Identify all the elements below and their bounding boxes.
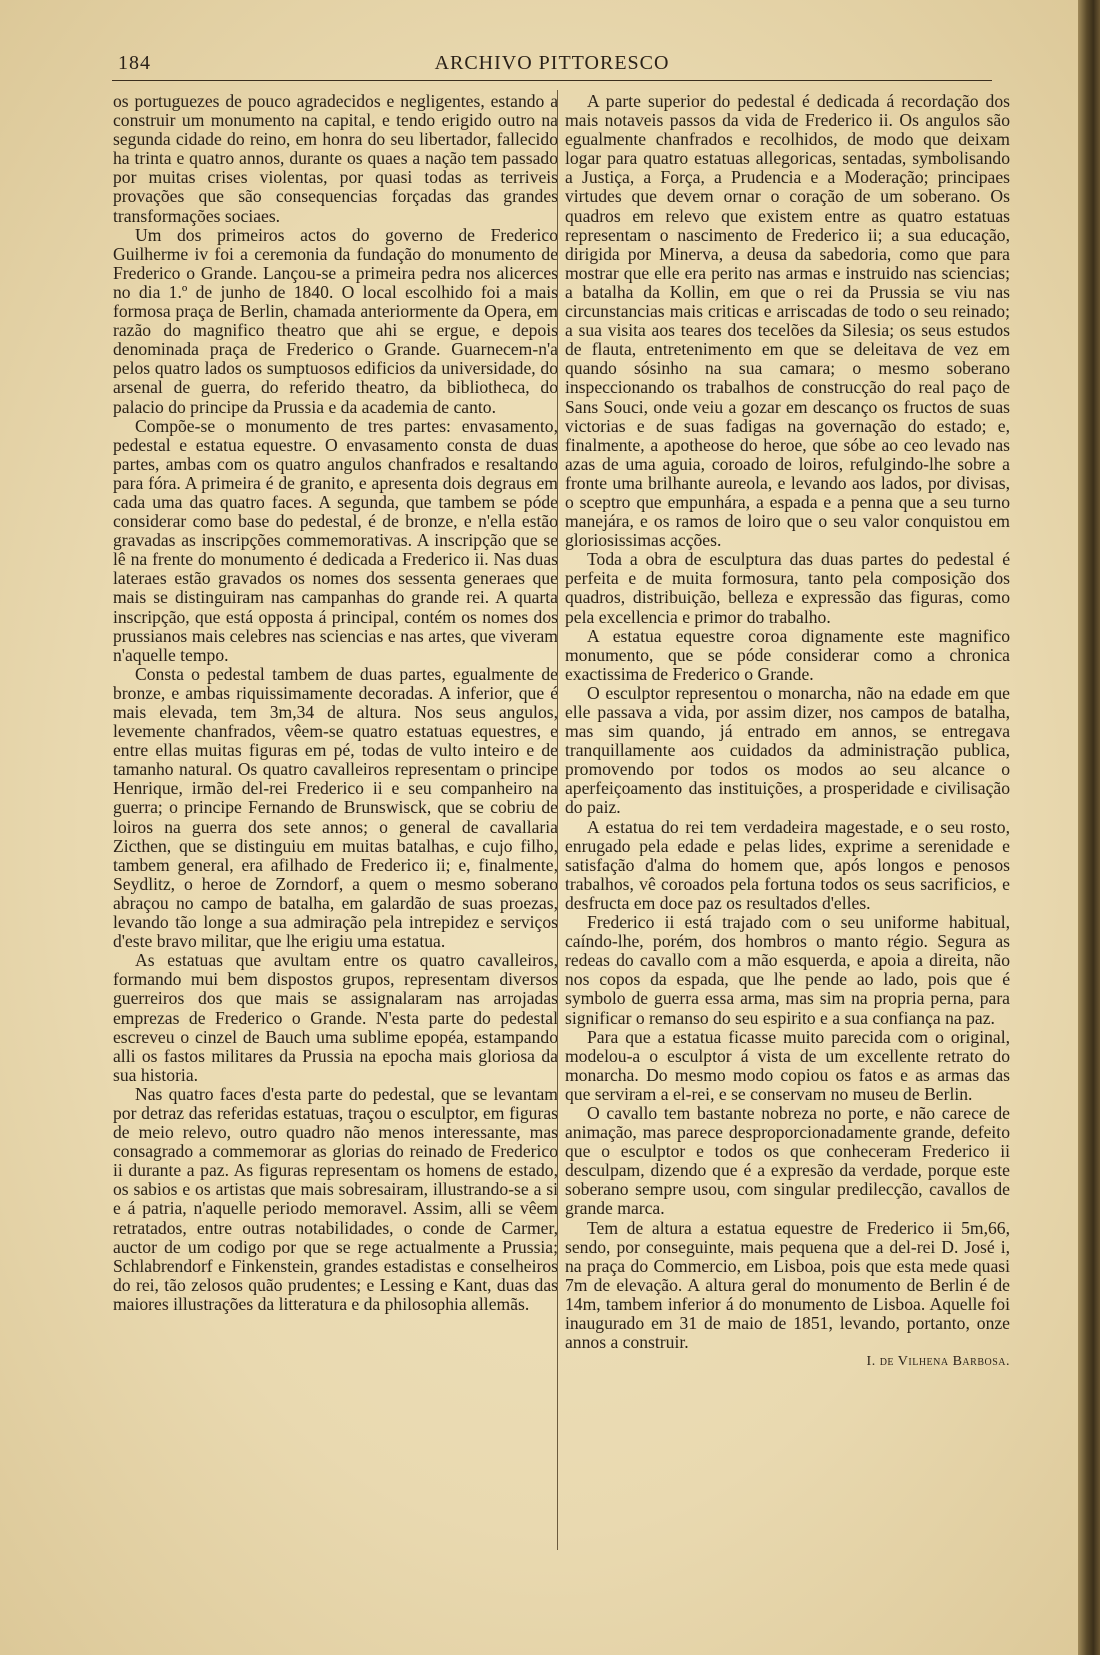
paragraph: Um dos primeiros actos do governo de Frederico Guilherme iv foi a ceremonia da fundação do monumento de Frederico o Grande. Lançou-se a primeira pedra nos alicerces no dia 1.º de junho de 1840. O local escolhido foi a mais formosa praça de Berlin, chamada anteriormente da Opera, em razão do magnifico theatro que ahi se ergue, e depois denominada praça de Frederico o Grande. Guarnecem-n'a pelos quatro lados os sumptuosos edificios da universidade, do arsenal de guerra, do referido theatro, da bibliotheca, do palacio do principe da Prussia e da academia de canto.	[113, 224, 558, 417]
paragraph: os portuguezes de pouco agradecidos e negligentes, estando a construir um monumento na capital, e tendo erigido outro na segunda cidade do reino, em honra do seu libertador, fallecido ha trinta e quatro annos, durante os quaes a nação tem passado por muitas crises violentas, por quasi todas as terriveis provações que são consequencias forçadas das grandes transformações sociaes.	[113, 91, 558, 226]
header-rule	[112, 80, 992, 81]
paragraph: O cavallo tem bastante nobreza no porte, e não carece de animação, mas parece desproporcionadamente grande, defeito que o esculptor e todos os que conheceram Frederico ii desculpam, dizendo que é a expresão da verdade, porque este soberano sempre usou, com singular predilecção, cavallos de grande marca.	[565, 1102, 1010, 1219]
paragraph: A parte superior do pedestal é dedicada á recordação dos mais notaveis passos da vida de Frederico ii. Os angulos são egualmente chanfrados e recolhidos, de modo que deixam logar para quatro estatuas allegoricas, sentadas, symbolisando a Justiça, a Força, a Prudencia e a Moderação; principaes virtudes que devem ornar o coração de um soberano. Os quadros em relevo que existem entre as quatro estatuas representam o nascimento de Frederico ii; a sua educação, dirigida por Minerva, a deusa da sabedoria, como que para mostrar que elle era perito nas armas e instruido nas sciencias; a batalha da Kollin, em que o rei da Prussia se viu nas circunstancias mais criticas e arriscadas de todo o seu reinado; a sua visita aos teares dos tecelões da Silesia; os seus estudos de flauta, entretenimento em que se deleitava de vez em quando sósinho na sua camara; o mesmo soberano inspeccionando os trabalhos de construcção do real paço de Sans Souci, onde veiu a gozar em descanço os fructos de suas victorias e de suas fadigas na governação do estado; e, finalmente, a apotheose do heroe, que sóbe ao ceo levado nas azas de uma aguia, coroado de loiros, refulgindo-lhe sobre a fronte uma brilhante aureola, e levando aos lados, por divisas, o sceptro que empunhára, a espada e a penna que a seu turno manejára, e os ramos de loiro que o seu valor conquistou em gloriosissimas acções.	[565, 91, 1010, 551]
paragraph: Toda a obra de esculptura das duas partes do pedestal é perfeita e de muita formosura, tanto pela composição dos quadros, distribuição, belleza e expressão das figuras, como pela excellencia e primor do trabalho.	[565, 549, 1010, 627]
right-column	[565, 92, 1010, 1371]
book-binding-edge	[1078, 0, 1100, 1655]
paragraph: As estatuas que avultam entre os quatro cavalleiros, formando mui bem dispostos grupos, representam diversos guerreiros dos que mais se assignalaram nas arrojadas emprezas de Frederico o Grande. N'esta parte do pedestal escreveu o cinzel de Bauch uma sublime epopéa, estampando alli os fastos militares da Prussia na epocha mais gloriosa da sua historia.	[113, 950, 558, 1085]
paragraph: Consta o pedestal tambem de duas partes, egualmente de bronze, e ambas riquissimamente decoradas. A inferior, que é mais elevada, tem 3m,34 de altura. Nos seus angulos, levemente chanfrados, vêem-se quatro estatuas equestres, e entre ellas muitas figuras em pé, todas de vulto inteiro e de tamanho natural. Os quatro cavalleiros representam o principe Henrique, irmão del-rei Frederico ii e seu companheiro na guerra; o principe Fernando de Brunswisck, que se cobriu de loiros na guerra dos sete annos; o general de cavallaria Zicthen, que se distinguiu em muitas batalhas, e cujo filho, tambem general, era afilhado de Frederico ii; e, finalmente, Seydlitz, o heroe de Zorndorf, a quem o mesmo soberano abraçou no campo de batalha, em galardão de suas proezas, levando tão longe a sua admiração pela intrepidez e serviços d'este bravo militar, que lhe erigiu uma estatua.	[113, 663, 558, 952]
author-signature: I. de Vilhena Barbosa.	[866, 1354, 1010, 1370]
left-column	[113, 92, 558, 1314]
page-header	[112, 52, 992, 82]
paragraph: Compõe-se o monumento de tres partes: envasamento, pedestal e estatua equestre. O envasamento consta de duas partes, ambas com os quatro angulos chanfrados e resaltando para fóra. A primeira é de granito, e apresenta dois degraus em cada uma das quatro faces. A segunda, que tambem se póde considerar como base do pedestal, é de bronze, e n'ella estão gravadas as inscripções commemorativas. A inscripção que se lê na frente do monumento é dedicada a Frederico ii. Nas duas lateraes estão gravados os nomes dos sessenta generaes que mais se distinguiram nas campanhas do grande rei. A quarta inscripção, que está opposta á principal, contém os nomes dos prussianos mais celebres nas sciencias e nas artes, que viveram n'aquelle tempo.	[113, 415, 558, 665]
column-divider	[557, 90, 558, 1550]
paragraph: A estatua do rei tem verdadeira magestade, e o seu rosto, enrugado pela edade e pelas lides, exprime a serenidade e satisfação d'alma do homem que, após longos e penosos trabalhos, vê coroados pela fortuna todos os seus sacrificios, e desfructa em doce paz os resultados d'elles.	[565, 816, 1010, 913]
paragraph: Nas quatro faces d'esta parte do pedestal, que se levantam por detraz das referidas estatuas, traçou o esculptor, em figuras de meio relevo, outro quadro não menos interessante, mas consagrado a commemorar as glorias do reinado de Frederico ii durante a paz. As figuras representam os homens de estado, os sabios e os artistas que mais sobresairam, illustrando-se a si e á patria, n'aquelle periodo memoravel. Assim, alli se vêem retratados, entre outras notabilidades, o conde de Carmer, auctor de um codigo por que se rege actualmente a Prussia; Schlabrendorf e Finkenstein, grandes estadistas e conselheiros do rei, tão zelosos quão prudentes; e Lessing e Kant, duas das maiores illustrações da litteratura e da philosophia allemãs.	[113, 1083, 558, 1314]
paragraph: Tem de altura a estatua equestre de Frederico ii 5m,66, sendo, por conseguinte, mais pequena que a del-rei D. José i, na praça do Commercio, em Lisboa, pois que esta mede quasi 7m de elevação. A altura geral do monumento de Berlin é de 14m, tambem inferior á do monumento de Lisboa. Aquelle foi inaugurado em 31 de maio de 1851, levando, portanto, onze annos a construir.	[565, 1217, 1010, 1353]
paragraph: Para que a estatua ficasse muito parecida com o original, modelou-a o esculptor á vista de um excellente retrato do monarcha. Do mesmo modo copiou os fatos e as armas das que serviram a el-rei, e se conservam no museu de Berlin.	[565, 1026, 1010, 1104]
paragraph: Frederico ii está trajado com o seu uniforme habitual, caíndo-lhe, porém, dos hombros o manto régio. Segura as redeas do cavallo com a mão esquerda, e apoia a direita, não nos copos da espada, que lhe pende ao lado, pois que é symbolo de guerra essa arma, mas sim na propria perna, para significar o remanso do seu espirito e a sua confiança na paz.	[565, 912, 1010, 1028]
running-title: ARCHIVO PITTORESCO	[434, 52, 670, 74]
paragraph: A estatua equestre coroa dignamente este magnifico monumento, que se póde considerar como a chronica exactissima de Frederico o Grande.	[565, 625, 1010, 684]
paragraph: O esculptor representou o monarcha, não na edade em que elle passava a vida, por assim dizer, nos campos de batalha, mas sim quando, já entrado em annos, se entregava tranquillamente aos cuidados da administração publica, promovendo por todos os modos ao seu alcance o aperfeiçoamento das instituições, a prosperidade e civilisação do paiz.	[565, 682, 1010, 818]
page-number: 184	[118, 52, 151, 74]
